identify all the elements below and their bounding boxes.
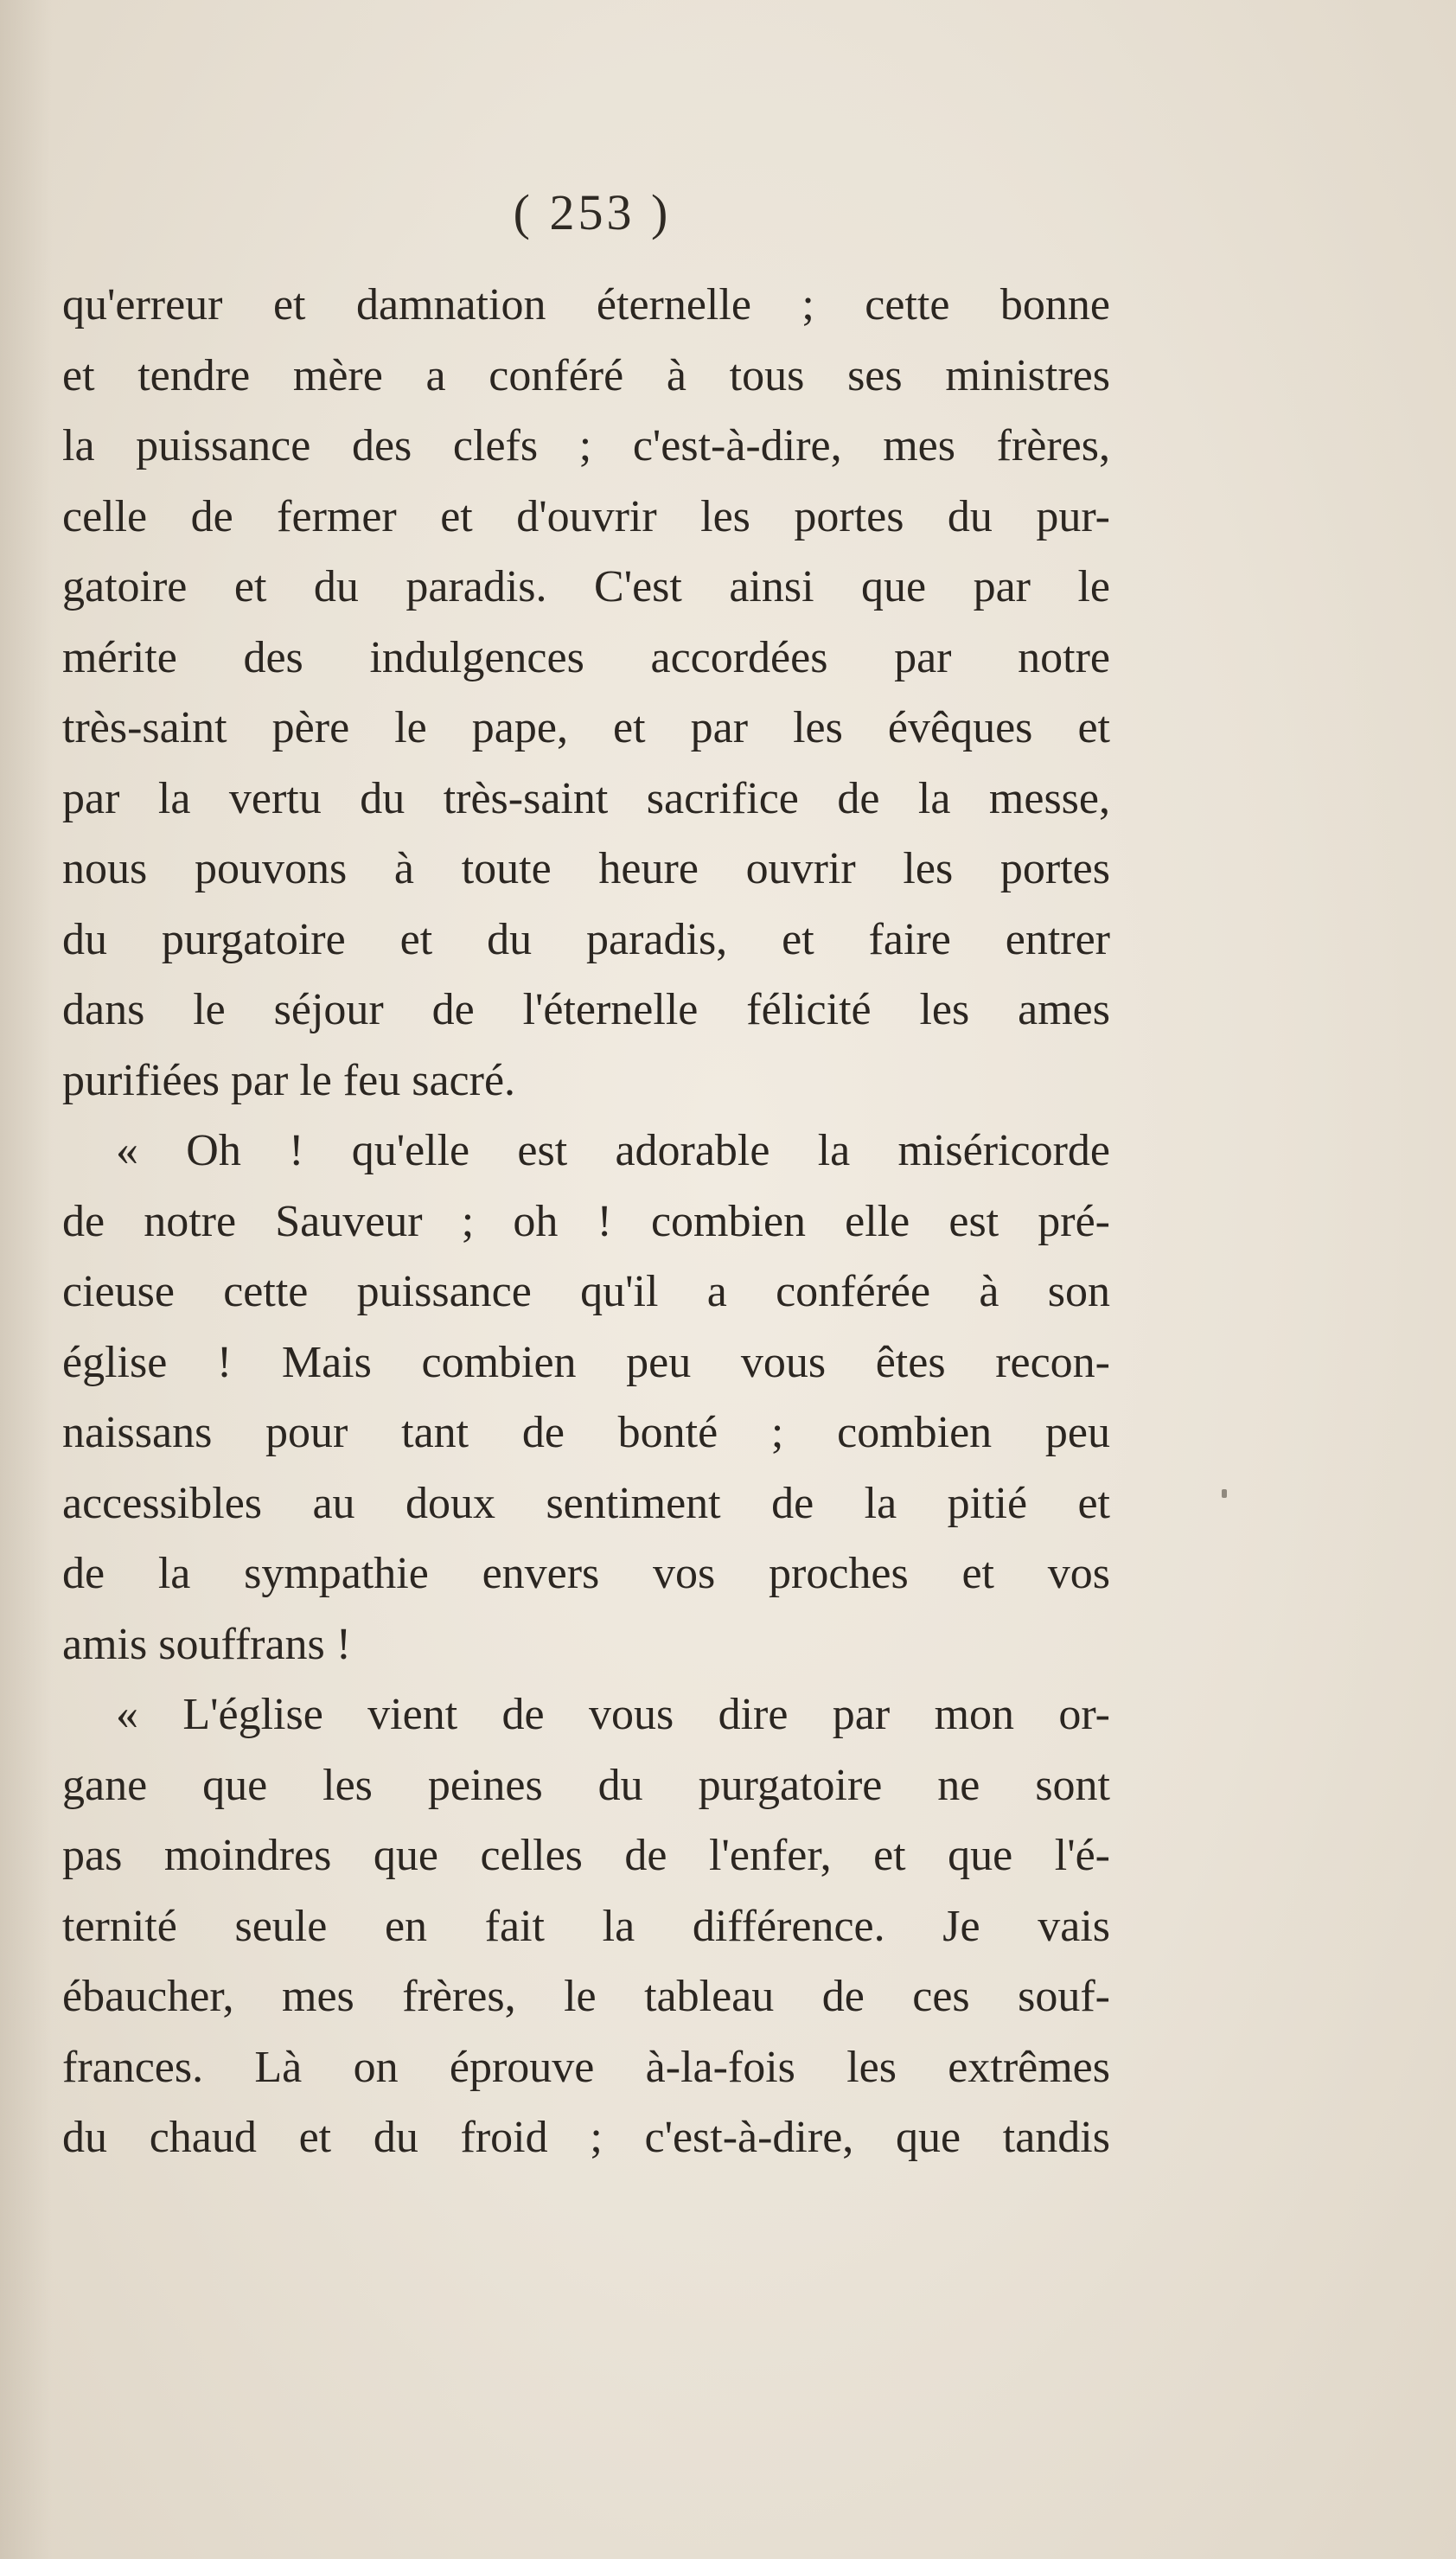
text-line: de notre Sauveur ; oh ! combien elle est pré- [62, 1196, 1110, 1246]
text-line: la puissance des clefs ; c'est-à-dire, mes frères, [62, 421, 1110, 470]
text-line: cieuse cette puissance qu'il a conférée à son [62, 1267, 1110, 1316]
margin-ink-mark [1222, 1489, 1227, 1498]
text-line: celle de fermer et d'ouvrir les portes du pur- [62, 491, 1110, 541]
text-line: mérite des indulgences accordées par notre [62, 632, 1110, 682]
text-line: gane que les peines du purgatoire ne sont [62, 1760, 1110, 1810]
paragraph-end-line: purifiées par le feu sacré. [62, 1055, 516, 1105]
paragraph-start-line: « L'église vient de vous dire par mon or- [116, 1690, 1110, 1739]
text-line: très-saint père le pape, et par les évêques et [62, 703, 1110, 752]
text-line: ébaucher, mes frères, le tableau de ces souf- [62, 1972, 1110, 2021]
text-line: du chaud et du froid ; c'est-à-dire, que tandis [62, 2113, 1110, 2162]
paragraph-end-line: amis souffrans ! [62, 1619, 352, 1669]
text-line: église ! Mais combien peu vous êtes recon- [62, 1337, 1110, 1387]
text-line: de la sympathie envers vos proches et vos [62, 1549, 1110, 1598]
page-number: ( 253 ) [513, 184, 672, 240]
text-line: qu'erreur et damnation éternelle ; cette bonne [62, 280, 1110, 329]
paragraph-start-line: « Oh ! qu'elle est adorable la miséricorde [116, 1126, 1110, 1175]
text-line: et tendre mère a conféré à tous ses ministres [62, 350, 1110, 400]
text-line: nous pouvons à toute heure ouvrir les portes [62, 844, 1110, 893]
text-line: dans le séjour de l'éternelle félicité les ames [62, 985, 1110, 1034]
text-line: accessibles au doux sentiment de la pitié et [62, 1478, 1110, 1528]
text-line: pas moindres que celles de l'enfer, et que l'é- [62, 1831, 1110, 1880]
text-line: par la vertu du très-saint sacrifice de la messe, [62, 773, 1110, 823]
page-fold-shadow [0, 0, 52, 2559]
text-line: du purgatoire et du paradis, et faire entrer [62, 914, 1110, 964]
text-line: naissans pour tant de bonté ; combien peu [62, 1408, 1110, 1457]
text-line: gatoire et du paradis. C'est ainsi que par le [62, 562, 1110, 611]
text-line: ternité seule en fait la différence. Je vais [62, 1901, 1110, 1951]
text-line: frances. Là on éprouve à-la-fois les extrêmes [62, 2042, 1110, 2092]
body-text [62, 270, 1110, 2173]
